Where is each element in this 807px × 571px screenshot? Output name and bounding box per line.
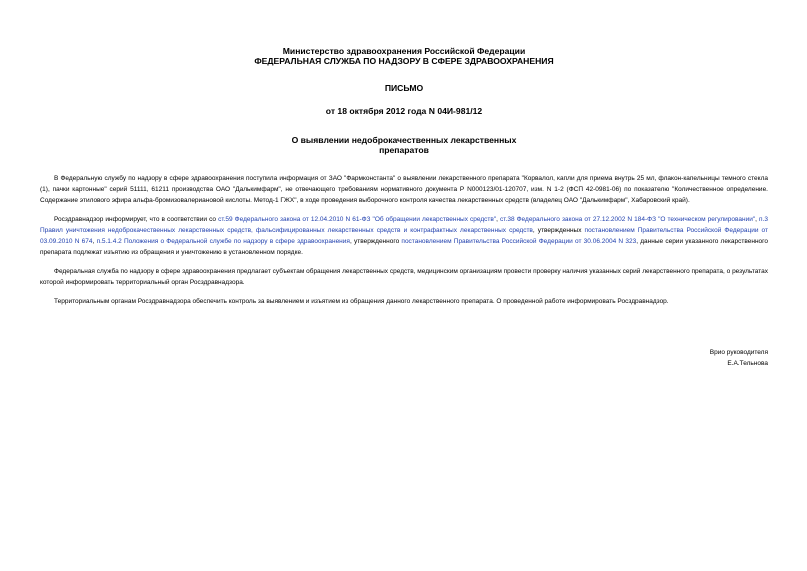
signature-name: Е.А.Тельнова [727, 360, 768, 367]
paragraph-2-text-5: , [92, 238, 97, 245]
paragraph-3: Федеральная служба по надзору в сфере здравоохранения предлагает субъектам обращения лекарственных средств, медицинским организациям провести проверку наличия указанных серий лекарственного препарата, о результатах которой информировать территориальный орган Росздравнадзора. [40, 268, 768, 286]
paragraph-2-text-3: , [755, 216, 760, 223]
paragraph-4: Территориальным органам Росздравнадзора обеспечить контроль за выявлением и изъятием из обращения данного лекарственного препарата. О проведенной работе информировать Росздравнадзор. [54, 298, 669, 305]
ministry-name: Министерство здравоохранения Российской Федерации [282, 46, 526, 56]
signature-position: Врио руководителя [709, 349, 768, 356]
paragraph-2 [40, 214, 768, 258]
link-destruction-rules[interactable]: п.3 Правил уничтожения недоброкачественных лекарственных средств, фальсифицированных лекарственных средств и контрафактных лекарственных средств [40, 216, 768, 234]
paragraph-2-text-2: , [496, 216, 501, 223]
paragraph-2-text-7: , данные серии указанного лекарственного препарата подлежат изъятию из обращения и уничтожению в установленном порядке. [40, 238, 769, 256]
document-page [40, 0, 768, 571]
document-body [40, 173, 768, 307]
link-resolution-323[interactable]: постановлением Правительства Российской Федерации от 30.06.2004 N 323 [401, 238, 637, 245]
paragraph-2-text-1: Росздравнадзор информирует, что в соответствии со [54, 216, 219, 223]
service-name: ФЕДЕРАЛЬНАЯ СЛУЖБА ПО НАДЗОРУ В СФЕРЕ ЗДРАВООХРАНЕНИЯ [254, 56, 554, 66]
paragraph-2-text-6: , утвержденного [349, 238, 402, 245]
link-regulation-service[interactable]: п.5.1.4.2 Положения о Федеральной службе по надзору в сфере здравоохранения [96, 238, 350, 245]
link-law-184-fz[interactable]: ст.38 Федерального закона от 27.12.2002 N 184-ФЗ "О техническом регулировании" [500, 216, 756, 223]
signature-block [710, 347, 768, 369]
document-date-number: от 18 октября 2012 года N 04И-981/12 [325, 106, 483, 116]
link-resolution-674[interactable]: постановлением Правительства Российской Федерации от 03.09.2010 N 674 [40, 227, 768, 245]
link-law-61-fz[interactable]: ст.59 Федерального закона от 12.04.2010 N 61-ФЗ "Об обращении лекарственных средств" [218, 216, 497, 223]
document-type: ПИСЬМО [384, 83, 424, 93]
document-subject: О выявлении недоброкачественных лекарственных препаратов [291, 135, 517, 155]
paragraph-1: В Федеральную службу по надзору в сфере здравоохранения поступила информация от ЗАО "Фармконстанта" о выявлении лекарственного препарата "Корвалол, капли для приема внутрь 25 мл, флакон-капельницы темного стекла (1), пачки картонные" серий 51111, 61211 производства ОАО "Далькимфарм", не отвечающего требованиям нормативного документа Р N000123/01-120707, изм. N 1-2 (ФСП 42-0981-06) по показателю "Количественное определение. Содержание этилового эфира альфа-бромизовалериановой кислоты. Метод-1 ГЖХ", в ходе проведения выборочного контроля качества лекарственных средств (владелец ОАО "Далькимфарм", Хабаровский край). [40, 175, 768, 204]
paragraph-2-text-4: , утвержденных [532, 227, 585, 234]
